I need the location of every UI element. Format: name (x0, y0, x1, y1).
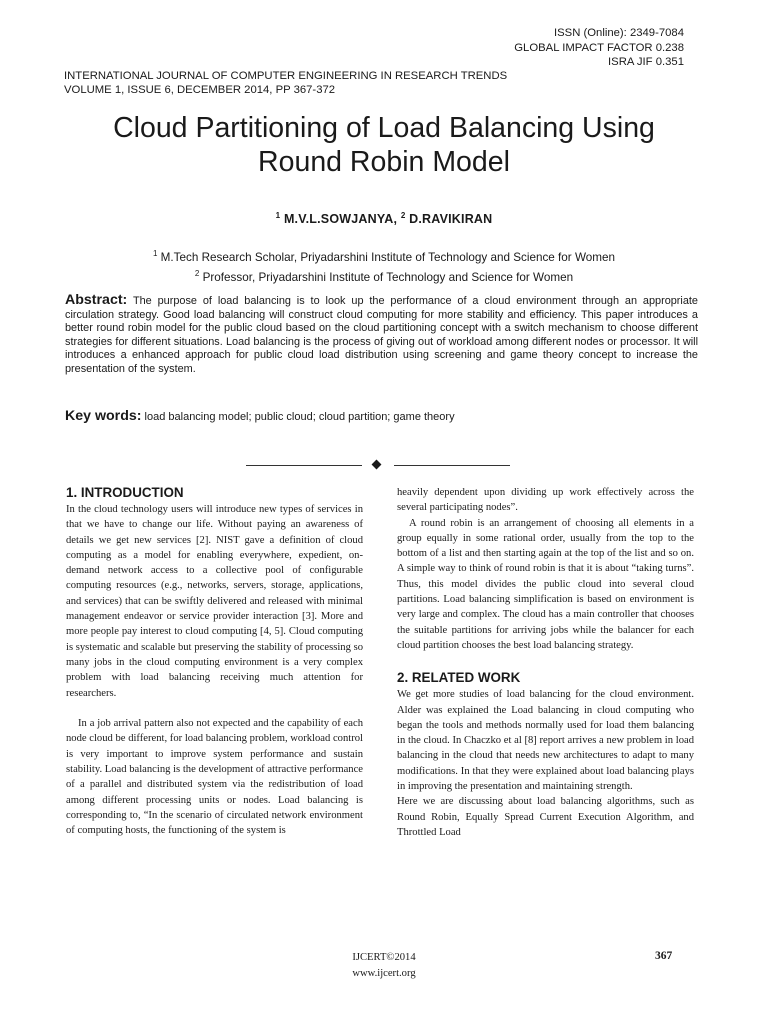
page-number: 367 (655, 950, 673, 962)
section-divider (246, 458, 510, 472)
divider-line-right (394, 465, 510, 466)
right-column (397, 485, 694, 840)
abstract (65, 294, 698, 377)
isra-jif: ISRA JIF 0.351 (608, 56, 684, 68)
keywords-text: load balancing model; public cloud; cloud partition; game theory (141, 411, 455, 423)
paper-title (50, 111, 718, 179)
issn-block (424, 26, 684, 70)
title-line-1: Cloud Partitioning of Load Balancing Using (113, 112, 655, 144)
round-robin-paragraph: A round robin is an arrangement of choosing all elements in a group equally in some rational order, usually from the top to the bottom of a list and then starting again at the top of the list and so on. A simple way to think of round robin is that it is about “taking turns”. Thus, this model divides the public cloud into several cloud partitions. Load balancing simplification is based on environment is very large and complex. The cloud has a main controller that chooses the suitable partitions for arriving jobs while the balancer for each cloud partition chooses the best load balancing strategy. (397, 517, 694, 651)
journal-name: INTERNATIONAL JOURNAL OF COMPUTER ENGINEERING IN RESEARCH TRENDS (64, 70, 508, 82)
author-1-sup: 1 (275, 211, 281, 220)
left-column (66, 484, 363, 839)
intro-heading: 1. INTRODUCTION (66, 485, 184, 500)
related-work-paragraph-1: We get more studies of load balancing for the cloud environment. Alder was explained the Load balancing in cloud computing who began the tools and methods normally used for load them balancing in the cloud. In Chaczko et al [8] report arrives a new problem in load balancing in the cloud that needs new architectures to adapt to many modifications. In that they were explained about load balancing plays in improving the presentation and maintaining strength. (397, 689, 694, 793)
affiliation-1: $^1$ M.Tech Research Scholar, Priyadarshini Institute of Technology and Science for Women (152, 249, 615, 264)
abstract-label: Abstract: (65, 292, 128, 308)
footer-copyright: IJCERT©2014 (352, 952, 416, 963)
footer (50, 950, 718, 981)
related-work-heading: 2. RELATED WORK (397, 670, 521, 686)
keywords (65, 408, 705, 424)
journal-info (64, 70, 507, 97)
affiliation-2: $^2$ Professor, Priyadarshini Institute of Technology and Science for Women (194, 269, 574, 284)
author-1: M.V.L.SOWJANYA, (280, 212, 401, 226)
keywords-label: Key words: (65, 408, 142, 424)
author-2: D.RAVIKIRAN (405, 212, 493, 226)
title-line-2: Round Robin Model (258, 146, 510, 178)
affiliations (50, 246, 718, 286)
divider-line-left (246, 465, 362, 466)
footer-website[interactable]: www.ijcert.org (352, 967, 416, 979)
intro-paragraph-1: In the cloud technology users will introduce new types of services in that we have to change our life. Without paying an awareness of details we get new services [2]. NIST gave a definition of cloud computing as a model for enabling everywhere, expedient, on-demand network access to a collective pool of configurable computing resources (e.g., networks, servers, storage, applications, and services) that can be swiftly delivered and released with minimal management endeavor or service provider interaction [3]. More and more people pay interest to cloud computing [4, 5]. Cloud computing is systematic and scalable but preserving the stability of processing so many jobs in the cloud computing environment is a very complex problem with load balancing receiving much attention for researchers. (66, 504, 363, 699)
volume-info: VOLUME 1, ISSUE 6, DECEMBER 2014, PP 367-372 (64, 83, 336, 96)
author-2-sup: 2 (400, 211, 406, 220)
authors (50, 211, 718, 226)
related-work-paragraph-2: Here we are discussing about load balancing algorithms, such as Round Robin, Equally Spread Current Execution Algorithm, and Throttled Load (397, 796, 694, 838)
diamond-icon (372, 460, 382, 470)
abstract-text: The purpose of load balancing is to look up the performance of a cloud environment through an appropriate circulation strategy. Good load balancing will construct cloud computing for more stability and efficiency. This paper introduces a better round robin model for the public cloud based on the cloud partitioning concept with a switch mechanism to choose different strategies for different situations. Load balancing is the process of giving out of workload among different nodes or processor. It will introduces a enhanced approach for public cloud load distribution using screening and game theory concept to increase the presentation of the system. (65, 295, 698, 375)
intro-paragraph-2: In a job arrival pattern also not expected and the capability of each node cloud be different, for load balancing problem, workload control is very important to improve system performance and sustain stability. Load balancing is the development of attractive performance of a parallel and distributed system via the redistribution of load among different processing units or nodes. Load balancing is corresponding to, “In the scenario of circulated network environment of computing hosts, the functioning of the system is (66, 718, 363, 837)
impact-factor: GLOBAL IMPACT FACTOR 0.238 (514, 41, 684, 54)
issn: ISSN (Online): 2349-7084 (554, 27, 684, 39)
intro-continued-paragraph: heavily dependent upon dividing up work effectively across the several participating nodes”. (397, 487, 694, 514)
